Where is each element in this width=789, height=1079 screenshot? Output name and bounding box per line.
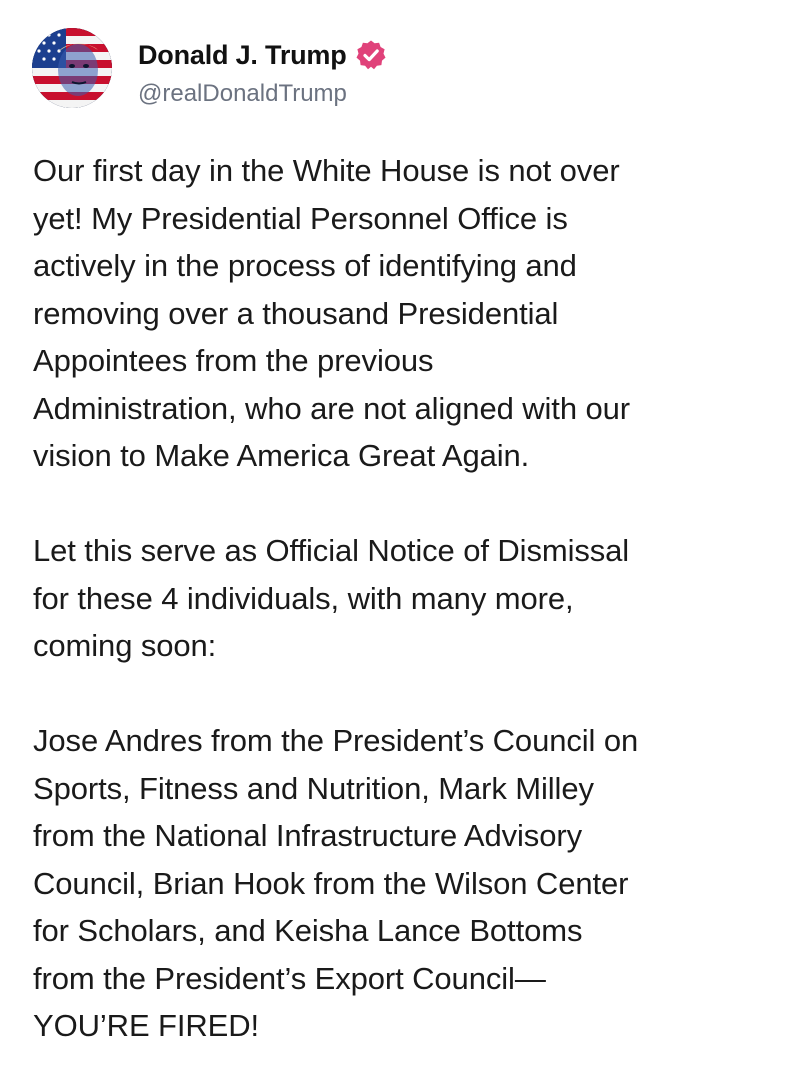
post-paragraph — [33, 717, 763, 1050]
post-text-line: YOU’RE FIRED! — [33, 1008, 260, 1043]
post-text-line: from the President’s Export Council— — [33, 960, 546, 996]
post-text-line: vision to Make America Great Again. — [33, 438, 530, 473]
author-handle[interactable]: @realDonaldTrump — [138, 80, 347, 107]
author-display-name[interactable]: Donald J. Trump — [138, 39, 347, 70]
post-text-line: from the National Infrastructure Advisory — [33, 818, 582, 853]
post-text-line: coming soon: — [33, 628, 217, 663]
post-text-line: Our first day in the White House is not over — [33, 153, 620, 188]
post-paragraph — [33, 527, 763, 670]
post-body — [33, 147, 763, 1050]
author-name-row — [138, 38, 387, 72]
avatar-image — [32, 28, 112, 108]
post-text-line: Jose Andres from the President’s Council on — [33, 723, 639, 758]
avatar[interactable] — [32, 28, 112, 108]
post-text-line: actively in the process of identifying and — [33, 248, 577, 283]
post-text-line: yet! My Presidential Personnel Office is — [33, 200, 568, 236]
post-text-line: for these 4 individuals, with many more, — [33, 580, 574, 616]
post-text-line: Sports, Fitness and Nutrition, Mark Milley — [33, 770, 594, 806]
post-header — [32, 28, 752, 112]
post-text-line: Appointees from the previous — [33, 343, 434, 378]
post-text-line: for Scholars, and Keisha Lance Bottoms — [33, 913, 583, 948]
post-text-line: Administration, who are not aligned with our — [33, 390, 630, 426]
verified-badge-icon — [355, 39, 387, 71]
post-text-line: Council, Brian Hook from the Wilson Center — [33, 865, 629, 901]
post-paragraph — [33, 147, 763, 480]
post-text-line: removing over a thousand Presidential — [33, 295, 559, 331]
post-text-line: Let this serve as Official Notice of Dismissal — [33, 533, 630, 568]
